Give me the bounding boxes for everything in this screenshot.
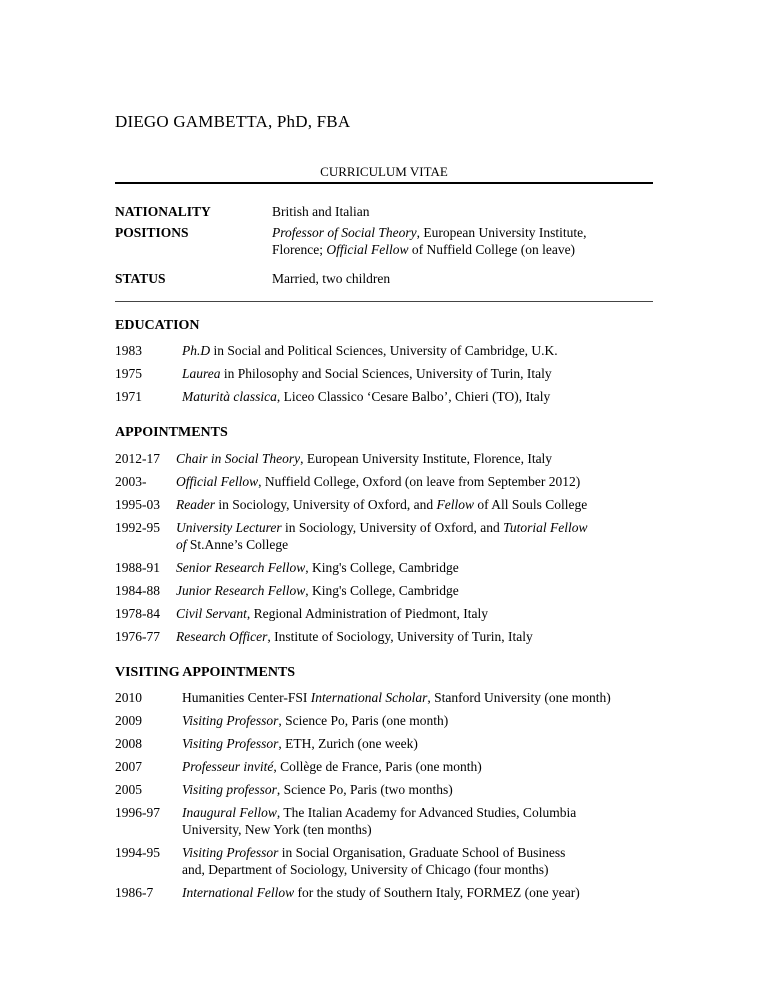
visiting-heading: VISITING APPOINTMENTS [115, 665, 296, 680]
appointments-heading: APPOINTMENTS [115, 425, 228, 440]
document-title: CURRICULUM VITAE [320, 164, 448, 179]
author-name: DIEGO GAMBETTA, PhD, FBA [115, 112, 351, 131]
positions-title: Professor of Social Theory [272, 225, 417, 240]
nationality-value: British and Italian [272, 204, 370, 219]
status-value: Married, two children [272, 271, 391, 286]
nationality-label: NATIONALITY [115, 204, 211, 219]
positions-value: Professor of Social Theory, European University Institute, Florence; Official Fellow of Nuffield College (on leave) [272, 225, 587, 257]
education-heading: EDUCATION [115, 318, 200, 333]
header-divider [115, 182, 653, 184]
info-divider [115, 301, 653, 302]
status-label: STATUS [115, 271, 166, 286]
positions-label: POSITIONS [115, 225, 189, 240]
